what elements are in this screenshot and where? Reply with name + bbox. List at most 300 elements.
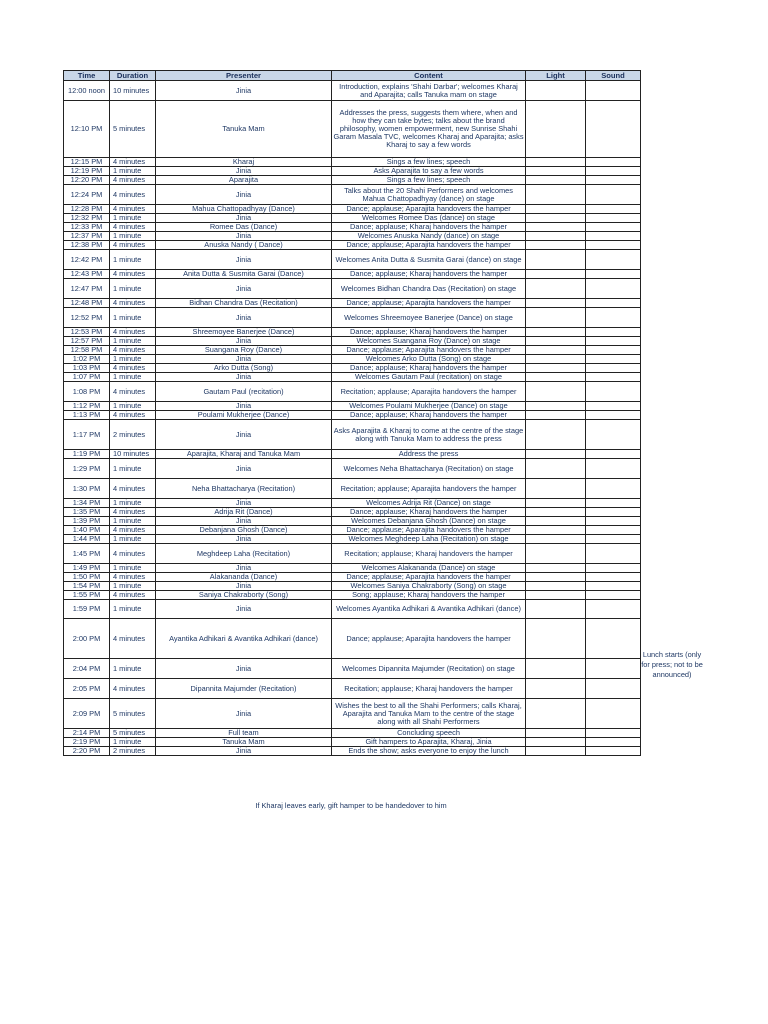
cell-duration: 4 minutes <box>110 544 156 564</box>
cell-sound <box>586 308 641 328</box>
cell-time: 1:02 PM <box>64 355 110 364</box>
cell-presenter: Jinia <box>156 699 332 729</box>
cell-duration: 1 minute <box>110 337 156 346</box>
table-row <box>64 499 641 508</box>
cell-duration: 1 minute <box>110 564 156 573</box>
cell-time: 1:19 PM <box>64 450 110 459</box>
table-row <box>64 81 641 101</box>
table-row <box>64 337 641 346</box>
cell-content: Introduction, explains 'Shahi Darbar'; welcomes Kharaj and Aparajita; calls Tanuka mam on stage <box>332 81 526 101</box>
table-row <box>64 619 641 659</box>
cell-light <box>526 526 586 535</box>
cell-light <box>526 328 586 337</box>
header-content: Content <box>332 71 526 81</box>
cell-content: Dance; applause; Kharaj handovers the hamper <box>332 508 526 517</box>
cell-content: Song; applause; Kharaj handovers the hamper <box>332 591 526 600</box>
cell-light <box>526 81 586 101</box>
cell-content: Asks Aparajita & Kharaj to come at the centre of the stage along with Tanuka Mam to address the press <box>332 420 526 450</box>
cell-content: Dance; applause; Aparajita handovers the hamper <box>332 346 526 355</box>
cell-presenter: Suangana Roy (Dance) <box>156 346 332 355</box>
cell-duration: 4 minutes <box>110 270 156 279</box>
cell-sound <box>586 619 641 659</box>
cell-presenter: Jinia <box>156 499 332 508</box>
cell-light <box>526 600 586 619</box>
cell-content: Welcomes Romee Das (dance) on stage <box>332 214 526 223</box>
cell-duration: 4 minutes <box>110 411 156 420</box>
table-row <box>64 299 641 308</box>
cell-content: Welcomes Adrija Rit (Dance) on stage <box>332 499 526 508</box>
cell-light <box>526 346 586 355</box>
cell-content: Dance; applause; Kharaj handovers the hamper <box>332 270 526 279</box>
table-row <box>64 382 641 402</box>
cell-light <box>526 591 586 600</box>
cell-sound <box>586 223 641 232</box>
cell-light <box>526 729 586 738</box>
cell-time: 1:12 PM <box>64 402 110 411</box>
cell-presenter: Neha Bhattacharya (Recitation) <box>156 479 332 499</box>
cell-presenter: Jinia <box>156 582 332 591</box>
cell-sound <box>586 747 641 756</box>
cell-sound <box>586 411 641 420</box>
cell-time: 12:47 PM <box>64 279 110 299</box>
table-row <box>64 729 641 738</box>
table-row <box>64 699 641 729</box>
cell-content: Dance; applause; Kharaj handovers the hamper <box>332 411 526 420</box>
cell-light <box>526 411 586 420</box>
cell-time: 2:19 PM <box>64 738 110 747</box>
cell-content: Recitation; applause; Kharaj handovers the hamper <box>332 544 526 564</box>
table-row <box>64 659 641 679</box>
cell-duration: 4 minutes <box>110 573 156 582</box>
cell-light <box>526 232 586 241</box>
cell-content: Dance; applause; Aparajita handovers the hamper <box>332 241 526 250</box>
cell-time: 12:52 PM <box>64 308 110 328</box>
cell-sound <box>586 185 641 205</box>
cell-time: 1:03 PM <box>64 364 110 373</box>
cell-light <box>526 214 586 223</box>
table-row <box>64 328 641 337</box>
cell-sound <box>586 591 641 600</box>
table-row <box>64 270 641 279</box>
cell-time: 1:59 PM <box>64 600 110 619</box>
cell-light <box>526 308 586 328</box>
cell-sound <box>586 355 641 364</box>
cell-duration: 1 minute <box>110 659 156 679</box>
cell-content: Welcomes Arko Dutta (Song) on stage <box>332 355 526 364</box>
cell-presenter: Anita Dutta & Susmita Garai (Dance) <box>156 270 332 279</box>
cell-presenter: Jinia <box>156 308 332 328</box>
table-row <box>64 373 641 382</box>
cell-time: 1:29 PM <box>64 459 110 479</box>
table-row <box>64 250 641 270</box>
cell-content: Ends the show; asks everyone to enjoy the lunch <box>332 747 526 756</box>
cell-time: 1:17 PM <box>64 420 110 450</box>
cell-content: Welcomes Anita Dutta & Susmita Garai (dance) on stage <box>332 250 526 270</box>
cell-duration: 4 minutes <box>110 526 156 535</box>
cell-duration: 4 minutes <box>110 346 156 355</box>
cell-sound <box>586 459 641 479</box>
cell-time: 1:34 PM <box>64 499 110 508</box>
cell-sound <box>586 729 641 738</box>
cell-presenter: Jinia <box>156 250 332 270</box>
cell-content: Dance; applause; Aparajita handovers the hamper <box>332 619 526 659</box>
cell-presenter: Tanuka Mam <box>156 101 332 158</box>
cell-time: 12:53 PM <box>64 328 110 337</box>
cell-time: 12:10 PM <box>64 101 110 158</box>
cell-sound <box>586 420 641 450</box>
cell-duration: 1 minute <box>110 167 156 176</box>
cell-duration: 1 minute <box>110 535 156 544</box>
cell-content: Sings a few lines; speech <box>332 176 526 185</box>
cell-time: 1:39 PM <box>64 517 110 526</box>
cell-time: 12:48 PM <box>64 299 110 308</box>
footnote: If Kharaj leaves early, gift hamper to be handedover to him <box>255 801 447 810</box>
cell-content: Recitation; applause; Kharaj handovers the hamper <box>332 679 526 699</box>
cell-time: 12:28 PM <box>64 205 110 214</box>
cell-sound <box>586 205 641 214</box>
cell-presenter: Alakananda (Dance) <box>156 573 332 582</box>
cell-light <box>526 299 586 308</box>
cell-light <box>526 479 586 499</box>
table-row <box>64 279 641 299</box>
cell-light <box>526 402 586 411</box>
cell-presenter: Jinia <box>156 517 332 526</box>
cell-content: Asks Aparajita to say a few words <box>332 167 526 176</box>
cell-duration: 1 minute <box>110 600 156 619</box>
cell-content: Talks about the 20 Shahi Performers and welcomes Mahua Chattopadhyay (dance) on stage <box>332 185 526 205</box>
cell-sound <box>586 328 641 337</box>
cell-time: 12:33 PM <box>64 223 110 232</box>
cell-sound <box>586 573 641 582</box>
cell-content: Welcomes Alakananda (Dance) on stage <box>332 564 526 573</box>
cell-light <box>526 535 586 544</box>
cell-sound <box>586 158 641 167</box>
table-row <box>64 167 641 176</box>
cell-duration: 4 minutes <box>110 382 156 402</box>
cell-presenter: Jinia <box>156 535 332 544</box>
table-row <box>64 241 641 250</box>
cell-content: Gift hampers to Aparajita, Kharaj, Jinia <box>332 738 526 747</box>
cell-time: 2:04 PM <box>64 659 110 679</box>
cell-light <box>526 205 586 214</box>
cell-presenter: Jinia <box>156 564 332 573</box>
cell-content: Address the press <box>332 450 526 459</box>
table-row <box>64 535 641 544</box>
table-row <box>64 308 641 328</box>
cell-presenter: Debanjana Ghosh (Dance) <box>156 526 332 535</box>
table-row <box>64 591 641 600</box>
cell-light <box>526 619 586 659</box>
table-row <box>64 420 641 450</box>
cell-presenter: Dipannita Majumder (Recitation) <box>156 679 332 699</box>
cell-time: 1:35 PM <box>64 508 110 517</box>
cell-light <box>526 517 586 526</box>
cell-duration: 4 minutes <box>110 508 156 517</box>
table-row <box>64 479 641 499</box>
cell-duration: 1 minute <box>110 459 156 479</box>
cell-sound <box>586 346 641 355</box>
cell-light <box>526 699 586 729</box>
cell-light <box>526 544 586 564</box>
cell-duration: 2 minutes <box>110 747 156 756</box>
cell-time: 12:38 PM <box>64 241 110 250</box>
table-row <box>64 517 641 526</box>
cell-light <box>526 508 586 517</box>
cell-sound <box>586 738 641 747</box>
cell-sound <box>586 241 641 250</box>
cell-presenter: Shreemoyee Banerjee (Dance) <box>156 328 332 337</box>
cell-light <box>526 250 586 270</box>
cell-sound <box>586 679 641 699</box>
cell-duration: 1 minute <box>110 250 156 270</box>
cell-sound <box>586 544 641 564</box>
table-row <box>64 564 641 573</box>
cell-duration: 4 minutes <box>110 176 156 185</box>
cell-duration: 1 minute <box>110 402 156 411</box>
cell-light <box>526 499 586 508</box>
cell-presenter: Adrija Rit (Dance) <box>156 508 332 517</box>
cell-presenter: Jinia <box>156 214 332 223</box>
cell-duration: 1 minute <box>110 214 156 223</box>
cell-duration: 5 minutes <box>110 729 156 738</box>
cell-presenter: Jinia <box>156 459 332 479</box>
cell-duration: 4 minutes <box>110 619 156 659</box>
cell-light <box>526 176 586 185</box>
cell-duration: 1 minute <box>110 499 156 508</box>
cell-sound <box>586 214 641 223</box>
cell-duration: 4 minutes <box>110 328 156 337</box>
cell-presenter: Jinia <box>156 355 332 364</box>
lunch-note: Lunch starts (only for press; not to be announced) <box>641 650 703 679</box>
table-row <box>64 679 641 699</box>
cell-sound <box>586 600 641 619</box>
cell-presenter: Tanuka Mam <box>156 738 332 747</box>
cell-time: 12:43 PM <box>64 270 110 279</box>
cell-duration: 10 minutes <box>110 81 156 101</box>
table-row <box>64 214 641 223</box>
cell-content: Dance; applause; Aparajita handovers the hamper <box>332 205 526 214</box>
cell-time: 2:05 PM <box>64 679 110 699</box>
header-presenter: Presenter <box>156 71 332 81</box>
cell-light <box>526 185 586 205</box>
cell-duration: 4 minutes <box>110 299 156 308</box>
table-row <box>64 747 641 756</box>
cell-content: Welcomes Meghdeep Laha (Recitation) on stage <box>332 535 526 544</box>
cell-presenter: Full team <box>156 729 332 738</box>
cell-time: 12:00 noon <box>64 81 110 101</box>
cell-time: 1:07 PM <box>64 373 110 382</box>
cell-content: Welcomes Saniya Chakraborty (Song) on stage <box>332 582 526 591</box>
cell-content: Dance; applause; Kharaj handovers the hamper <box>332 328 526 337</box>
cell-duration: 4 minutes <box>110 591 156 600</box>
cell-presenter: Jinia <box>156 402 332 411</box>
cell-duration: 1 minute <box>110 582 156 591</box>
cell-sound <box>586 337 641 346</box>
cell-light <box>526 364 586 373</box>
cell-content: Wishes the best to all the Shahi Performers; calls Kharaj, Aparajita and Tanuka Mam to the centre of the stage along with all Shahi Performers <box>332 699 526 729</box>
cell-time: 1:55 PM <box>64 591 110 600</box>
cell-light <box>526 355 586 364</box>
cell-sound <box>586 659 641 679</box>
cell-light <box>526 573 586 582</box>
cell-sound <box>586 299 641 308</box>
cell-duration: 1 minute <box>110 738 156 747</box>
cell-sound <box>586 382 641 402</box>
cell-sound <box>586 517 641 526</box>
cell-light <box>526 450 586 459</box>
cell-time: 12:20 PM <box>64 176 110 185</box>
cell-presenter: Mahua Chattopadhyay (Dance) <box>156 205 332 214</box>
cell-time: 12:32 PM <box>64 214 110 223</box>
cell-sound <box>586 101 641 158</box>
cell-time: 12:15 PM <box>64 158 110 167</box>
table-row <box>64 459 641 479</box>
cell-content: Welcomes Poulami Mukherjee (Dance) on stage <box>332 402 526 411</box>
cell-light <box>526 101 586 158</box>
cell-content: Welcomes Bidhan Chandra Das (Recitation) on stage <box>332 279 526 299</box>
cell-presenter: Jinia <box>156 232 332 241</box>
cell-presenter: Meghdeep Laha (Recitation) <box>156 544 332 564</box>
cell-time: 1:30 PM <box>64 479 110 499</box>
cell-duration: 5 minutes <box>110 699 156 729</box>
table-row <box>64 185 641 205</box>
cell-sound <box>586 279 641 299</box>
table-row <box>64 355 641 364</box>
cell-light <box>526 459 586 479</box>
cell-time: 2:00 PM <box>64 619 110 659</box>
cell-time: 1:40 PM <box>64 526 110 535</box>
table-row <box>64 600 641 619</box>
cell-presenter: Anuska Nandy ( Dance) <box>156 241 332 250</box>
cell-time: 12:24 PM <box>64 185 110 205</box>
cell-sound <box>586 402 641 411</box>
cell-time: 1:13 PM <box>64 411 110 420</box>
cell-light <box>526 738 586 747</box>
cell-presenter: Jinia <box>156 659 332 679</box>
table-row <box>64 176 641 185</box>
cell-duration: 4 minutes <box>110 205 156 214</box>
cell-duration: 5 minutes <box>110 101 156 158</box>
table-row <box>64 346 641 355</box>
cell-sound <box>586 479 641 499</box>
cell-time: 12:57 PM <box>64 337 110 346</box>
table-row <box>64 544 641 564</box>
cell-presenter: Jinia <box>156 420 332 450</box>
table-row <box>64 158 641 167</box>
cell-time: 1:08 PM <box>64 382 110 402</box>
cell-content: Welcomes Anuska Nandy (dance) on stage <box>332 232 526 241</box>
cell-light <box>526 747 586 756</box>
cell-duration: 1 minute <box>110 308 156 328</box>
cell-presenter: Saniya Chakraborty (Song) <box>156 591 332 600</box>
cell-content: Welcomes Gautam Paul (recitation) on stage <box>332 373 526 382</box>
cell-sound <box>586 176 641 185</box>
cell-sound <box>586 535 641 544</box>
cell-sound <box>586 564 641 573</box>
cell-duration: 4 minutes <box>110 479 156 499</box>
header-row <box>64 71 641 81</box>
table-row <box>64 232 641 241</box>
cell-duration: 2 minutes <box>110 420 156 450</box>
table-row <box>64 411 641 420</box>
cell-sound <box>586 167 641 176</box>
table-row <box>64 582 641 591</box>
cell-presenter: Poulami Mukherjee (Dance) <box>156 411 332 420</box>
cell-presenter: Aparajita <box>156 176 332 185</box>
cell-presenter: Jinia <box>156 337 332 346</box>
cell-light <box>526 582 586 591</box>
table-row <box>64 450 641 459</box>
cell-time: 1:50 PM <box>64 573 110 582</box>
cell-time: 2:14 PM <box>64 729 110 738</box>
cell-duration: 10 minutes <box>110 450 156 459</box>
cell-content: Dance; applause; Kharaj handovers the hamper <box>332 364 526 373</box>
cell-presenter: Arko Dutta (Song) <box>156 364 332 373</box>
table-row <box>64 205 641 214</box>
cell-content: Recitation; applause; Aparajita handovers the hamper <box>332 479 526 499</box>
cell-time: 12:58 PM <box>64 346 110 355</box>
cell-sound <box>586 582 641 591</box>
cell-presenter: Ayantika Adhikari & Avantika Adhikari (dance) <box>156 619 332 659</box>
table-row <box>64 402 641 411</box>
cell-light <box>526 564 586 573</box>
table-row <box>64 573 641 582</box>
cell-light <box>526 158 586 167</box>
cell-duration: 4 minutes <box>110 158 156 167</box>
cell-sound <box>586 250 641 270</box>
table-row <box>64 223 641 232</box>
table-row <box>64 526 641 535</box>
cell-light <box>526 167 586 176</box>
cell-time: 2:09 PM <box>64 699 110 729</box>
cell-presenter: Jinia <box>156 185 332 205</box>
header-sound: Sound <box>586 71 641 81</box>
cell-time: 12:37 PM <box>64 232 110 241</box>
cell-duration: 1 minute <box>110 232 156 241</box>
header-light: Light <box>526 71 586 81</box>
cell-time: 2:20 PM <box>64 747 110 756</box>
cell-duration: 4 minutes <box>110 185 156 205</box>
cell-duration: 1 minute <box>110 373 156 382</box>
header-time: Time <box>64 71 110 81</box>
cell-content: Welcomes Shreemoyee Banerjee (Dance) on stage <box>332 308 526 328</box>
cell-content: Welcomes Dipannita Majumder (Recitation) on stage <box>332 659 526 679</box>
cell-light <box>526 279 586 299</box>
table-row <box>64 508 641 517</box>
cell-content: Concluding speech <box>332 729 526 738</box>
cell-light <box>526 679 586 699</box>
cell-presenter: Jinia <box>156 373 332 382</box>
cell-time: 12:19 PM <box>64 167 110 176</box>
table-row <box>64 364 641 373</box>
cell-duration: 4 minutes <box>110 241 156 250</box>
cell-presenter: Jinia <box>156 81 332 101</box>
schedule-table <box>63 70 641 756</box>
cell-presenter: Jinia <box>156 747 332 756</box>
cell-light <box>526 659 586 679</box>
cell-duration: 1 minute <box>110 279 156 299</box>
cell-content: Welcomes Neha Bhattacharya (Recitation) on stage <box>332 459 526 479</box>
cell-presenter: Aparajita, Kharaj and Tanuka Mam <box>156 450 332 459</box>
cell-time: 12:42 PM <box>64 250 110 270</box>
cell-sound <box>586 364 641 373</box>
cell-time: 1:45 PM <box>64 544 110 564</box>
cell-presenter: Kharaj <box>156 158 332 167</box>
cell-sound <box>586 508 641 517</box>
cell-content: Dance; applause; Kharaj handovers the hamper <box>332 223 526 232</box>
cell-sound <box>586 373 641 382</box>
cell-sound <box>586 499 641 508</box>
